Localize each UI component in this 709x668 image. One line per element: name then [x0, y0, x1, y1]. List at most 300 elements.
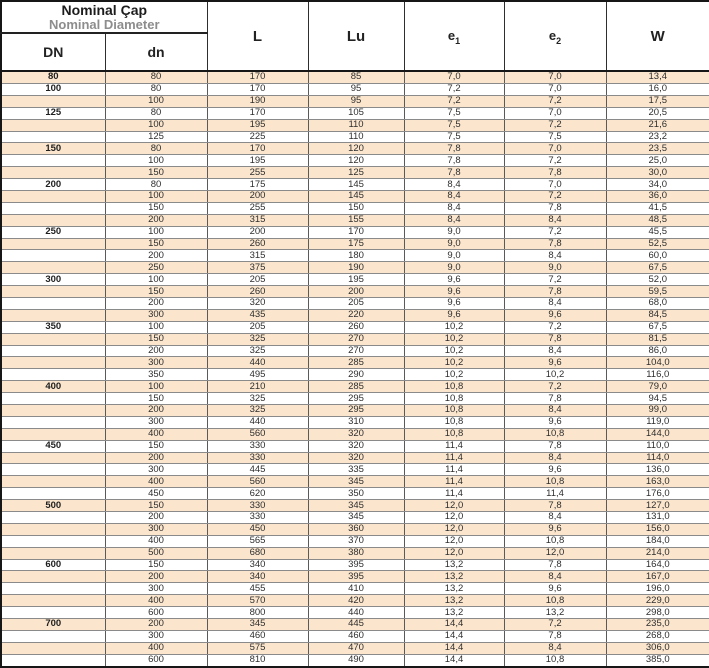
cell-dn: 80: [105, 143, 207, 155]
cell-l: 225: [207, 131, 308, 143]
table-row: [1, 559, 709, 571]
cell-e1: 9,6: [404, 274, 504, 286]
cell-lu: 445: [308, 619, 404, 631]
cell-dn: 300: [105, 309, 207, 321]
cell-lu: 360: [308, 523, 404, 535]
cell-l: 345: [207, 619, 308, 631]
cell-e2: 7,2: [504, 321, 606, 333]
cell-w: 52,0: [606, 274, 709, 286]
cell-l: 320: [207, 297, 308, 309]
cell-lu: 335: [308, 464, 404, 476]
cell-e1: 7,0: [404, 71, 504, 83]
cell-dn-group: [1, 357, 105, 369]
table-row: [1, 155, 709, 167]
cell-dn: 125: [105, 131, 207, 143]
cell-e1: 14,4: [404, 654, 504, 667]
cell-l: 330: [207, 452, 308, 464]
cell-l: 330: [207, 440, 308, 452]
cell-l: 800: [207, 607, 308, 619]
cell-e2: 7,8: [504, 238, 606, 250]
cell-w: 127,0: [606, 500, 709, 512]
cell-e2: 7,8: [504, 500, 606, 512]
cell-lu: 320: [308, 452, 404, 464]
cell-e2: 10,8: [504, 476, 606, 488]
table-row: [1, 357, 709, 369]
cell-w: 99,0: [606, 404, 709, 416]
cell-l: 565: [207, 535, 308, 547]
table-row: [1, 452, 709, 464]
cell-dn-group: [1, 250, 105, 262]
cell-dn-group: [1, 571, 105, 583]
cell-e1: 9,0: [404, 262, 504, 274]
cell-dn-group: [1, 345, 105, 357]
header-col-w: W: [606, 1, 709, 71]
cell-e2: 8,4: [504, 642, 606, 654]
table-header: [1, 1, 709, 71]
table-row: [1, 286, 709, 298]
cell-w: 235,0: [606, 619, 709, 631]
cell-lu: 195: [308, 274, 404, 286]
table-row: [1, 131, 709, 143]
cell-dn: 100: [105, 274, 207, 286]
cell-lu: 320: [308, 428, 404, 440]
cell-e2: 8,4: [504, 297, 606, 309]
cell-e2: 7,2: [504, 155, 606, 167]
cell-w: 13,4: [606, 71, 709, 83]
cell-l: 560: [207, 476, 308, 488]
cell-l: 445: [207, 464, 308, 476]
cell-lu: 270: [308, 345, 404, 357]
cell-e1: 14,4: [404, 630, 504, 642]
cell-dn-group: [1, 464, 105, 476]
cell-dn-group: [1, 262, 105, 274]
cell-w: 25,0: [606, 155, 709, 167]
cell-dn: 100: [105, 321, 207, 333]
cell-dn: 80: [105, 83, 207, 95]
cell-l: 455: [207, 583, 308, 595]
cell-dn-group: [1, 630, 105, 642]
table-row: [1, 345, 709, 357]
cell-dn-group: [1, 167, 105, 179]
cell-e2: 10,8: [504, 595, 606, 607]
table-row: [1, 571, 709, 583]
cell-lu: 320: [308, 440, 404, 452]
cell-dn: 150: [105, 167, 207, 179]
e1-base: e: [447, 27, 456, 43]
cell-l: 435: [207, 309, 308, 321]
cell-e1: 10,2: [404, 345, 504, 357]
cell-lu: 180: [308, 250, 404, 262]
table-row: [1, 393, 709, 405]
cell-l: 460: [207, 630, 308, 642]
cell-dn-group: [1, 119, 105, 131]
cell-e1: 10,8: [404, 404, 504, 416]
cell-dn-group: [1, 393, 105, 405]
cell-lu: 85: [308, 71, 404, 83]
cell-lu: 440: [308, 607, 404, 619]
cell-l: 330: [207, 512, 308, 524]
cell-dn-group: [1, 642, 105, 654]
cell-lu: 345: [308, 476, 404, 488]
cell-e2: 7,0: [504, 71, 606, 83]
cell-e1: 10,8: [404, 416, 504, 428]
cell-l: 200: [207, 226, 308, 238]
cell-e2: 13,2: [504, 607, 606, 619]
cell-e1: 7,8: [404, 143, 504, 155]
cell-dn: 100: [105, 119, 207, 131]
cell-dn: 150: [105, 393, 207, 405]
cell-e1: 10,8: [404, 428, 504, 440]
cell-dn-group: [1, 190, 105, 202]
cell-l: 810: [207, 654, 308, 667]
cell-dn: 200: [105, 571, 207, 583]
cell-w: 45,5: [606, 226, 709, 238]
table-row: [1, 321, 709, 333]
cell-dn-group: [1, 547, 105, 559]
cell-dn: 300: [105, 357, 207, 369]
cell-e2: 7,2: [504, 226, 606, 238]
cell-w: 164,0: [606, 559, 709, 571]
cell-w: 67,5: [606, 262, 709, 274]
cell-e2: 8,4: [504, 404, 606, 416]
cell-lu: 350: [308, 488, 404, 500]
cell-dn: 200: [105, 404, 207, 416]
cell-e2: 7,0: [504, 143, 606, 155]
cell-lu: 380: [308, 547, 404, 559]
cell-w: 67,5: [606, 321, 709, 333]
cell-dn-group: [1, 416, 105, 428]
table-row: [1, 595, 709, 607]
cell-l: 340: [207, 571, 308, 583]
cell-dn-group: 150: [1, 143, 105, 155]
cell-l: 210: [207, 381, 308, 393]
table-row: [1, 416, 709, 428]
cell-dn: 200: [105, 452, 207, 464]
table-row: [1, 274, 709, 286]
cell-e1: 11,4: [404, 452, 504, 464]
cell-e1: 8,4: [404, 202, 504, 214]
table-row: [1, 333, 709, 345]
cell-e2: 8,4: [504, 345, 606, 357]
cell-w: 104,0: [606, 357, 709, 369]
table-row: [1, 500, 709, 512]
table-row: [1, 535, 709, 547]
cell-dn: 400: [105, 642, 207, 654]
header-nominal-diameter: [1, 1, 207, 33]
cell-w: 136,0: [606, 464, 709, 476]
cell-e1: 9,0: [404, 250, 504, 262]
cell-e1: 13,2: [404, 607, 504, 619]
cell-w: 16,0: [606, 83, 709, 95]
cell-e2: 7,5: [504, 131, 606, 143]
cell-e1: 9,6: [404, 286, 504, 298]
table-row: [1, 226, 709, 238]
cell-lu: 395: [308, 571, 404, 583]
cell-lu: 460: [308, 630, 404, 642]
cell-e1: 12,0: [404, 523, 504, 535]
cell-dn: 100: [105, 190, 207, 202]
cell-e1: 12,0: [404, 535, 504, 547]
table-row: [1, 238, 709, 250]
cell-e2: 8,4: [504, 571, 606, 583]
cell-w: 34,0: [606, 179, 709, 191]
table-row: [1, 190, 709, 202]
table-row: [1, 488, 709, 500]
cell-e1: 10,8: [404, 393, 504, 405]
cell-w: 17,5: [606, 95, 709, 107]
cell-lu: 270: [308, 333, 404, 345]
cell-e2: 10,2: [504, 369, 606, 381]
cell-w: 41,5: [606, 202, 709, 214]
cell-dn: 300: [105, 416, 207, 428]
cell-lu: 120: [308, 143, 404, 155]
cell-e1: 11,4: [404, 464, 504, 476]
header-group-row: [1, 1, 709, 33]
cell-l: 205: [207, 321, 308, 333]
cell-l: 440: [207, 357, 308, 369]
cell-lu: 150: [308, 202, 404, 214]
cell-w: 21,6: [606, 119, 709, 131]
cell-lu: 345: [308, 500, 404, 512]
cell-dn: 300: [105, 464, 207, 476]
cell-lu: 190: [308, 262, 404, 274]
cell-dn: 200: [105, 512, 207, 524]
cell-dn-group: [1, 535, 105, 547]
cell-e1: 7,8: [404, 155, 504, 167]
cell-dn-group: [1, 131, 105, 143]
table-row: [1, 143, 709, 155]
cell-dn-group: 300: [1, 274, 105, 286]
cell-l: 315: [207, 214, 308, 226]
cell-l: 375: [207, 262, 308, 274]
cell-lu: 95: [308, 83, 404, 95]
table-row: [1, 309, 709, 321]
cell-w: 229,0: [606, 595, 709, 607]
cell-dn: 250: [105, 262, 207, 274]
cell-e2: 9,6: [504, 416, 606, 428]
cell-w: 114,0: [606, 452, 709, 464]
table-row: [1, 119, 709, 131]
cell-dn-group: 350: [1, 321, 105, 333]
cell-e1: 11,4: [404, 476, 504, 488]
cell-l: 170: [207, 107, 308, 119]
cell-l: 325: [207, 345, 308, 357]
header-col-dn-small: dn: [105, 33, 207, 71]
cell-e2: 7,8: [504, 559, 606, 571]
cell-lu: 410: [308, 583, 404, 595]
cell-w: 79,0: [606, 381, 709, 393]
cell-dn-group: [1, 155, 105, 167]
cell-e1: 13,2: [404, 559, 504, 571]
cell-w: 176,0: [606, 488, 709, 500]
cell-dn-group: 100: [1, 83, 105, 95]
cell-dn: 200: [105, 619, 207, 631]
header-col-e1: [404, 1, 504, 71]
cell-e1: 13,2: [404, 595, 504, 607]
cell-dn: 100: [105, 155, 207, 167]
cell-e1: 9,0: [404, 238, 504, 250]
e2-sub: 2: [556, 35, 562, 46]
cell-lu: 145: [308, 190, 404, 202]
cell-e2: 8,4: [504, 214, 606, 226]
cell-lu: 155: [308, 214, 404, 226]
cell-e1: 12,0: [404, 500, 504, 512]
cell-e1: 10,2: [404, 357, 504, 369]
table-row: [1, 202, 709, 214]
table-row: [1, 512, 709, 524]
cell-dn: 300: [105, 630, 207, 642]
cell-e2: 7,2: [504, 274, 606, 286]
cell-dn: 200: [105, 214, 207, 226]
cell-w: 68,0: [606, 297, 709, 309]
cell-l: 190: [207, 95, 308, 107]
cell-e2: 8,4: [504, 250, 606, 262]
cell-dn-group: [1, 595, 105, 607]
table-row: [1, 523, 709, 535]
table-row: [1, 607, 709, 619]
cell-e1: 10,8: [404, 381, 504, 393]
cell-dn-group: [1, 238, 105, 250]
cell-l: 575: [207, 642, 308, 654]
cell-dn-group: [1, 404, 105, 416]
cell-w: 196,0: [606, 583, 709, 595]
cell-dn: 400: [105, 428, 207, 440]
cell-l: 170: [207, 83, 308, 95]
table-row: [1, 642, 709, 654]
table-row: [1, 547, 709, 559]
cell-l: 680: [207, 547, 308, 559]
table-row: [1, 583, 709, 595]
table-row: [1, 428, 709, 440]
cell-l: 325: [207, 404, 308, 416]
cell-l: 195: [207, 155, 308, 167]
cell-lu: 120: [308, 155, 404, 167]
cell-e1: 12,0: [404, 547, 504, 559]
cell-w: 131,0: [606, 512, 709, 524]
cell-w: 163,0: [606, 476, 709, 488]
cell-e2: 10,8: [504, 428, 606, 440]
cell-e1: 8,4: [404, 190, 504, 202]
cell-e1: 7,2: [404, 95, 504, 107]
cell-e1: 13,2: [404, 583, 504, 595]
cell-e2: 7,2: [504, 190, 606, 202]
cell-l: 170: [207, 143, 308, 155]
table-row: [1, 179, 709, 191]
cell-dn-group: 500: [1, 500, 105, 512]
cell-e2: 7,0: [504, 179, 606, 191]
cell-e1: 12,0: [404, 512, 504, 524]
cell-e2: 7,8: [504, 440, 606, 452]
cell-lu: 260: [308, 321, 404, 333]
table-row: [1, 214, 709, 226]
cell-e2: 7,0: [504, 83, 606, 95]
cell-e1: 10,2: [404, 321, 504, 333]
cell-w: 184,0: [606, 535, 709, 547]
cell-lu: 220: [308, 309, 404, 321]
cell-l: 200: [207, 190, 308, 202]
cell-l: 175: [207, 179, 308, 191]
cell-dn: 600: [105, 654, 207, 667]
cell-dn-group: [1, 583, 105, 595]
table-row: [1, 297, 709, 309]
cell-lu: 200: [308, 286, 404, 298]
header-col-lu: Lu: [308, 1, 404, 71]
cell-l: 330: [207, 500, 308, 512]
table-row: [1, 250, 709, 262]
cell-l: 325: [207, 333, 308, 345]
cell-dn-group: [1, 452, 105, 464]
cell-dn: 150: [105, 500, 207, 512]
cell-e2: 9,0: [504, 262, 606, 274]
cell-lu: 205: [308, 297, 404, 309]
cell-e2: 7,8: [504, 393, 606, 405]
cell-l: 260: [207, 238, 308, 250]
cell-e2: 10,8: [504, 654, 606, 667]
e1-sub: 1: [455, 35, 461, 46]
table-row: [1, 464, 709, 476]
cell-e1: 7,5: [404, 119, 504, 131]
cell-w: 119,0: [606, 416, 709, 428]
cell-e2: 7,8: [504, 630, 606, 642]
e2-base: e: [548, 27, 557, 43]
cell-dn: 400: [105, 535, 207, 547]
cell-dn-group: [1, 309, 105, 321]
table-row: [1, 369, 709, 381]
cell-l: 195: [207, 119, 308, 131]
cell-lu: 125: [308, 167, 404, 179]
cell-lu: 310: [308, 416, 404, 428]
cell-dn-group: [1, 202, 105, 214]
table-row: [1, 167, 709, 179]
cell-dn-group: [1, 286, 105, 298]
header-col-dn: DN: [1, 33, 105, 71]
table-body: [1, 71, 709, 667]
cell-w: 59,5: [606, 286, 709, 298]
cell-e2: 7,8: [504, 167, 606, 179]
cell-w: 94,5: [606, 393, 709, 405]
cell-dn: 400: [105, 476, 207, 488]
cell-w: 156,0: [606, 523, 709, 535]
cell-lu: 95: [308, 95, 404, 107]
cell-e1: 9,0: [404, 226, 504, 238]
cell-l: 450: [207, 523, 308, 535]
cell-l: 620: [207, 488, 308, 500]
cell-e2: 7,8: [504, 333, 606, 345]
cell-dn: 350: [105, 369, 207, 381]
cell-dn: 150: [105, 238, 207, 250]
cell-lu: 420: [308, 595, 404, 607]
cell-e2: 7,2: [504, 95, 606, 107]
cell-dn: 100: [105, 381, 207, 393]
cell-lu: 295: [308, 404, 404, 416]
cell-w: 30,0: [606, 167, 709, 179]
cell-lu: 345: [308, 512, 404, 524]
cell-dn-group: [1, 654, 105, 667]
table-row: [1, 440, 709, 452]
table-row: [1, 107, 709, 119]
cell-dn: 100: [105, 226, 207, 238]
cell-dn: 300: [105, 523, 207, 535]
table-row: [1, 404, 709, 416]
cell-dn: 150: [105, 559, 207, 571]
cell-w: 385,0: [606, 654, 709, 667]
cell-e2: 8,4: [504, 452, 606, 464]
cell-e2: 9,6: [504, 309, 606, 321]
cell-dn-group: 250: [1, 226, 105, 238]
cell-e2: 9,6: [504, 357, 606, 369]
cell-dn: 80: [105, 179, 207, 191]
cell-dn-group: [1, 523, 105, 535]
